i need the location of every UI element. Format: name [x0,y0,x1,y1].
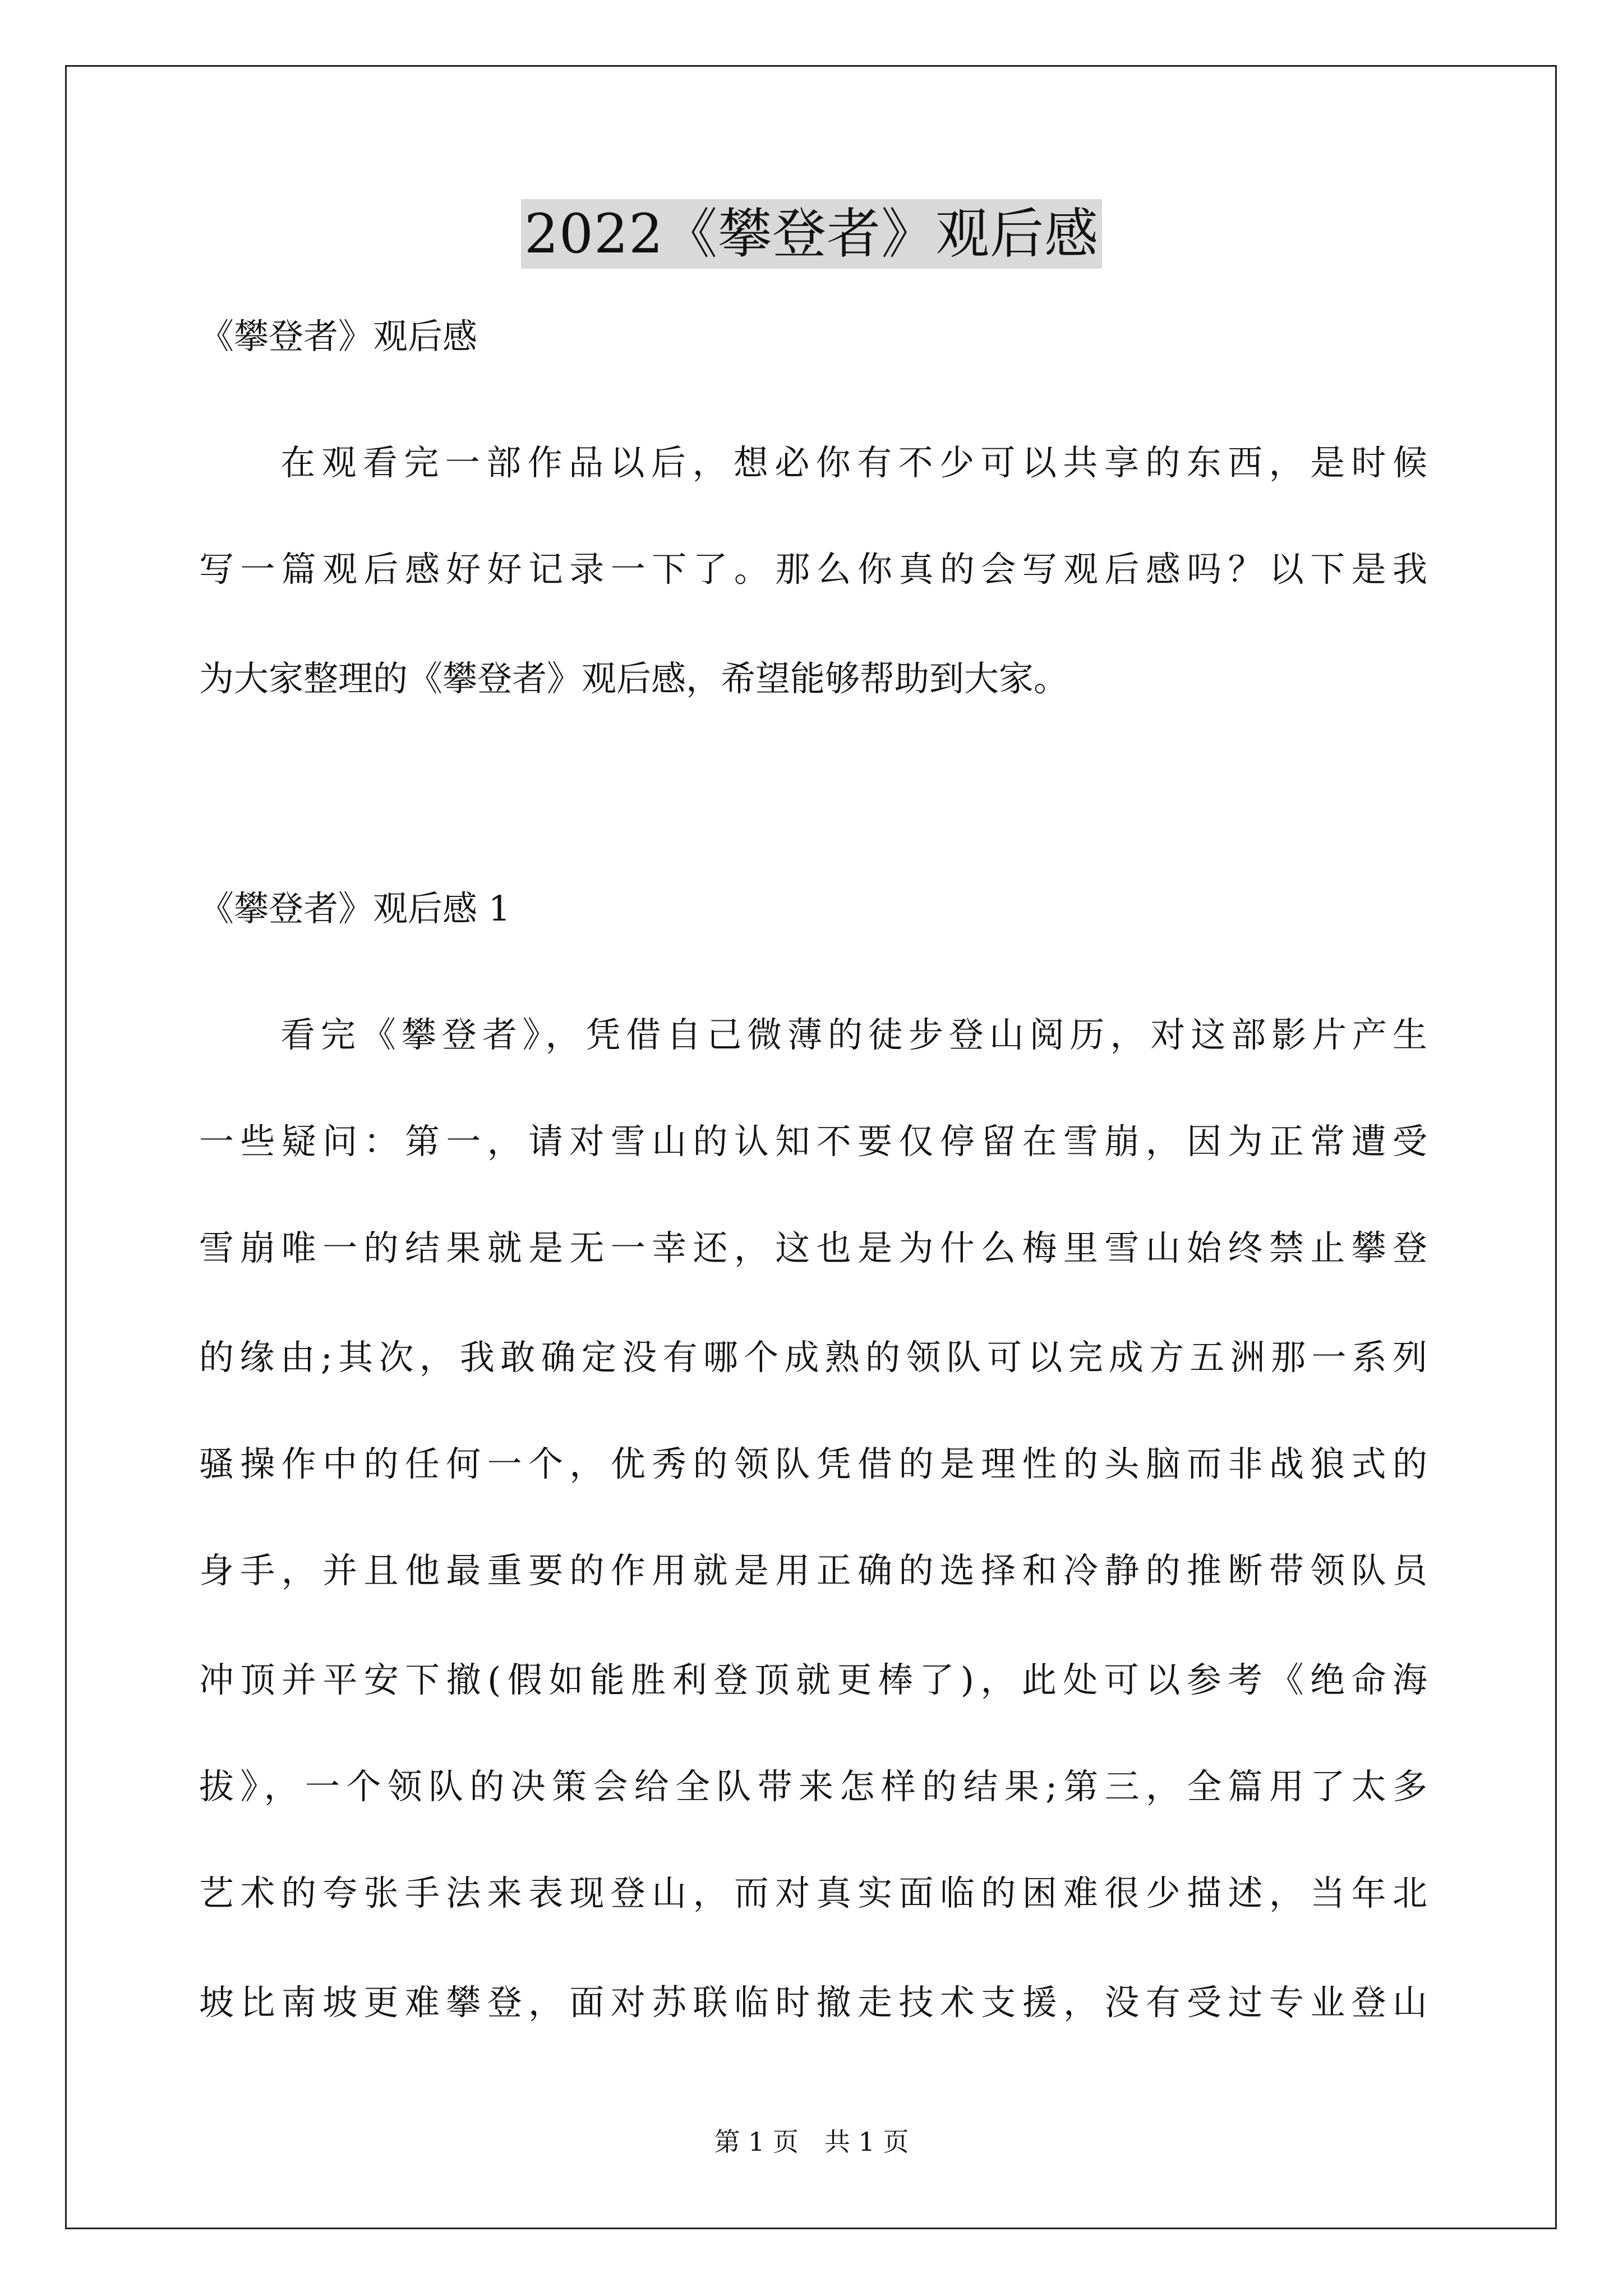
body-line: 骚操作中的任何一个，优秀的领队凭借的是理性的头脑而非战狼式的 [199,1443,1427,1484]
body-line: 一些疑问：第一，请对雪山的认知不要仅停留在雪崩，因为正常遭受 [199,1121,1427,1162]
page-number-footer: 第 1 页 共 1 页 [714,2127,909,2157]
body-line: 雪崩唯一的结果就是无一幸还，这也是为什么梅里雪山始终禁止攀登 [199,1227,1427,1268]
body-line: 身手，并且他最重要的作用就是用正确的选择和冷静的推断带领队员 [199,1550,1427,1591]
section-heading-1: 《攀登者》观后感 1 [199,888,511,929]
intro-line: 为大家整理的《攀登者》观后感，希望能够帮助到大家。 [199,658,1069,699]
intro-line: 在观看完一部作品以后，想必你有不少可以共享的东西，是时候 [280,442,1427,483]
body-line: 冲顶并平安下撤(假如能胜利登顶就更棒了)，此处可以参考《绝命海 [199,1659,1427,1700]
body-line: 的缘由;其次，我敢确定没有哪个成熟的领队可以完成方五洲那一系列 [199,1337,1427,1378]
intro-line: 写一篇观后感好好记录一下了。那么你真的会写观后感吗？以下是我 [199,549,1427,590]
section-heading-intro: 《攀登者》观后感 [199,316,478,357]
body-line: 拔》，一个领队的决策会给全队带来怎样的结果;第三，全篇用了太多 [199,1766,1427,1807]
title-container [0,199,1623,269]
body-line: 坡比南坡更难攀登，面对苏联临时撤走技术支援，没有受过专业登山 [199,1982,1427,2023]
body-line: 艺术的夸张手法来表现登山，而对真实面临的困难很少描述，当年北 [199,1872,1427,1913]
document-title: 2022《攀登者》观后感 [521,199,1102,269]
body-line: 看完《攀登者》，凭借自己微薄的徒步登山阅历，对这部影片产生 [280,1014,1427,1055]
